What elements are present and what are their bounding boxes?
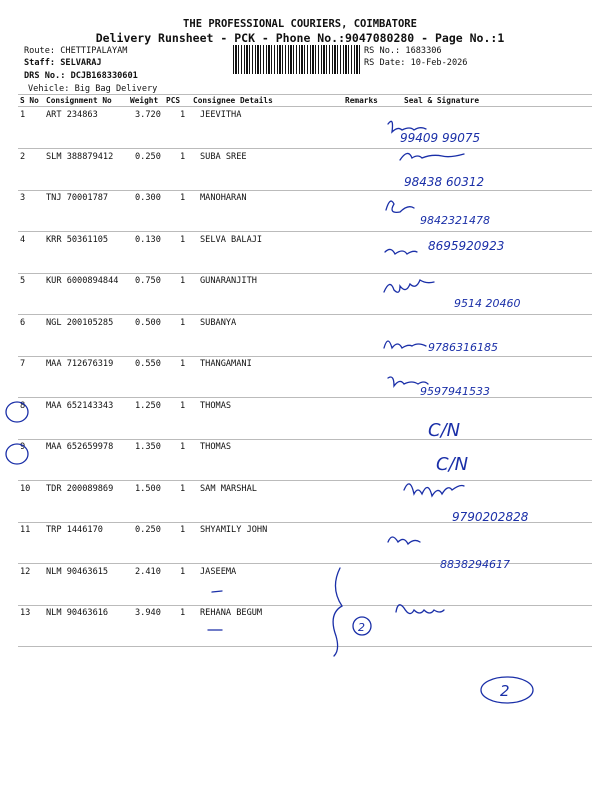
col-weight: Weight [130,96,159,105]
cell-sno: 12 [20,566,31,577]
cell-sno: 2 [20,151,26,162]
cell-consignment: MAA 652659978 [46,442,114,452]
cell-weight: 3.720 [135,110,161,120]
cell-pcs: 1 [180,442,186,452]
cell-weight: 0.550 [135,359,161,369]
rs-date: RS Date: 10-Feb-2026 [364,58,468,68]
cell-consignee: SHYAMILY JOHN [200,525,268,535]
cell-sno: 9 [20,442,26,452]
cell-consignment: SLM 388879412 [46,151,114,162]
phone-row11: 8838294617 [440,558,510,571]
phone-row7: 9597941533 [420,385,490,398]
cell-weight: 0.130 [135,234,161,245]
cell-consignment: NGL 200105285 [46,317,114,328]
cell-sno: 11 [20,525,31,535]
cell-consignment: ART 234863 [46,110,98,120]
number-note-row13: 2 [358,621,365,634]
circle-mark-row8 [6,402,28,422]
vehicle-label: Vehicle: Big Bag Delivery [28,84,158,94]
cell-pcs: 1 [180,234,186,245]
signature-row13 [396,605,444,614]
cell-consignment: TDR 200089869 [46,483,114,494]
circle-mark-row9 [6,444,28,464]
cell-pcs: 1 [180,276,186,286]
col-seal-signature: Seal & Signature [404,96,480,105]
signature-row11 [388,537,420,544]
cell-consignee: THOMAS [200,442,232,452]
cell-sno: 3 [20,193,26,203]
cell-sno: 7 [20,359,26,369]
cell-weight: 0.250 [135,525,161,535]
cell-consignment: NLM 90463616 [46,608,109,618]
cell-consignee: SELVA BALAJI [200,234,263,245]
cell-pcs: 1 [180,400,186,411]
cell-pcs: 1 [180,608,186,618]
cell-pcs: 1 [180,317,186,328]
phone-row10: 9790202828 [452,510,529,524]
cell-pcs: 1 [180,110,186,120]
cell-consignee: MANOHARAN [200,193,247,203]
cell-pcs: 1 [180,483,186,494]
rs-number: RS No.: 1683306 [364,46,442,56]
page-number-note: 2 [500,682,510,700]
runsheet-subtitle: Delivery Runsheet - PCK - Phone No.:9047080280 - Page No.:1 [95,31,505,45]
col-pcs: PCS [166,96,181,105]
col-consignee: Consignee Details [193,96,273,105]
phone-row3: 9842321478 [420,214,490,227]
cell-consignee: SUBA SREE [200,151,247,162]
cell-weight: 0.500 [135,317,161,328]
cell-weight: 2.410 [135,566,161,577]
cell-weight: 0.750 [135,276,161,286]
cell-consignment: TNJ 70001787 [46,193,109,203]
phone-row2: 98438 60312 [404,175,485,189]
phone-row6: 9786316185 [428,341,498,354]
cell-sno: 13 [20,608,31,618]
signature-row6 [384,341,426,348]
cell-consignment: MAA 712676319 [46,359,114,369]
company-title: THE PROFESSIONAL COURIERS, COIMBATORE [183,18,417,30]
cell-sno: 5 [20,276,26,286]
cell-consignee: JEEVITHA [200,110,242,120]
signature-row2 [400,153,464,160]
phone-row5: 9514 20460 [454,297,521,310]
cn-note-row8: C/N [428,420,461,441]
cell-weight: 0.300 [135,193,161,203]
cell-sno: 8 [20,400,26,411]
cell-consignee: SUBANYA [200,317,237,328]
cell-consignment: KRR 50361105 [46,234,109,245]
drs-label: DRS No.: DCJB168330601 [24,71,138,81]
cell-pcs: 1 [180,566,186,577]
cell-pcs: 1 [180,193,186,203]
cell-consignee: SAM MARSHAL [200,483,257,494]
cell-sno: 10 [20,483,31,494]
col-remarks: Remarks [345,96,378,105]
cell-pcs: 1 [180,525,186,535]
cell-consignee: REHANA BEGUM [200,608,263,618]
cell-consignment: KUR 6000894844 [46,276,119,286]
bracket-mark [333,568,342,656]
signature-row3 [386,201,414,212]
staff-label: Staff: SELVARAJ [24,58,102,68]
cell-consignee: GUNARANJITH [200,276,257,286]
cell-sno: 1 [20,110,26,120]
cell-weight: 1.500 [135,483,161,494]
cell-weight: 1.350 [135,442,161,452]
phone-row1: 99409 99075 [400,131,481,145]
signature-row10 [404,484,464,496]
cell-weight: 3.940 [135,608,161,618]
phone-row4: 8695920923 [428,239,505,253]
cell-consignee: JASEEMA [200,566,237,577]
cell-pcs: 1 [180,359,186,369]
route-label: Route: CHETTIPALAYAM [24,46,128,56]
cell-consignment: MAA 652143343 [46,400,114,411]
cell-sno: 4 [20,234,26,245]
cn-note-row9: C/N [436,454,469,475]
col-sno: S No [20,96,39,105]
signature-row5 [384,280,434,292]
cell-consignee: THOMAS [200,400,232,411]
col-consignment: Consignment No [46,96,112,105]
cell-weight: 0.250 [135,151,161,162]
cell-consignment: NLM 90463615 [46,566,109,577]
cell-consignee: THANGAMANI [200,359,252,369]
cell-sno: 6 [20,317,26,328]
tick-mark-row12 [212,591,222,592]
cell-pcs: 1 [180,151,186,162]
cell-consignment: TRP 1446170 [46,525,103,535]
cell-weight: 1.250 [135,400,161,411]
signature-row4 [385,249,417,254]
